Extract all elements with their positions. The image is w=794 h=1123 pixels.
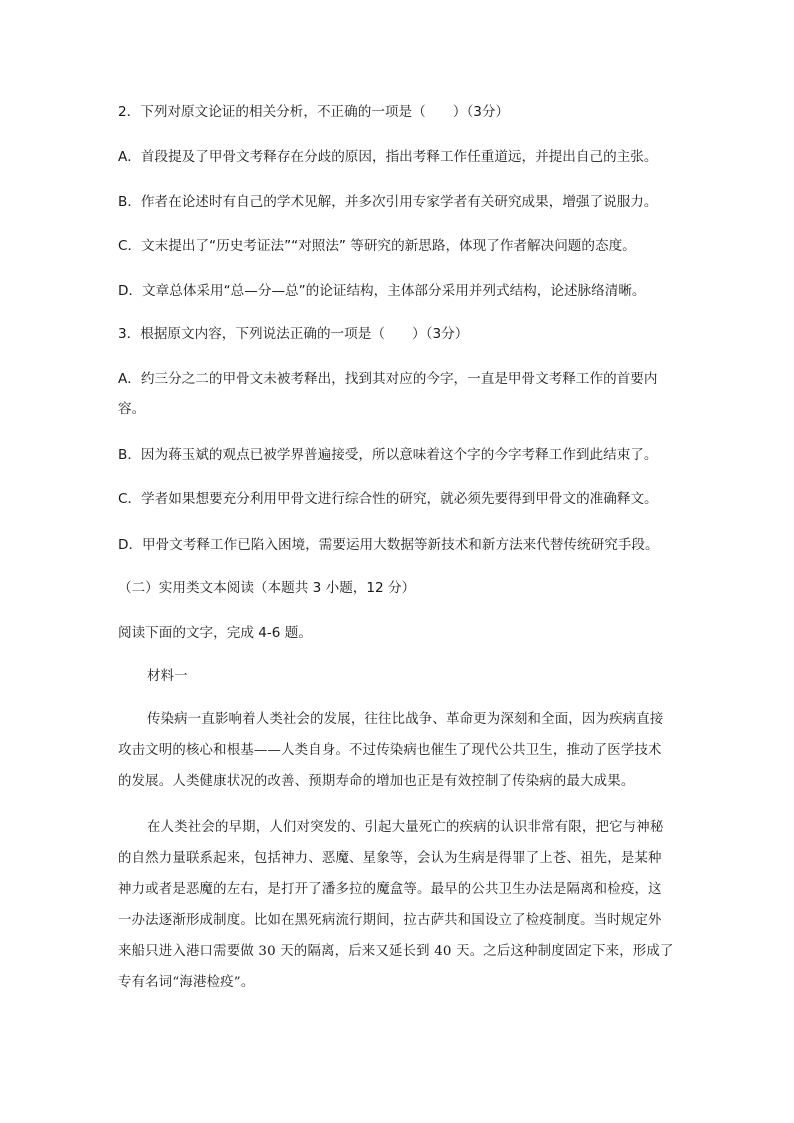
reading-instruction: 阅读下面的文字，完成 4-6 题。: [118, 625, 312, 641]
question-2-option-d: D．文章总体采用“总—分—总”的论证结构，主体部分采用并列式结构，论述脉络清晰。: [118, 283, 646, 299]
question-3-option-d: D．甲骨文考释工作已陷入困境，需要运用大数据等新技术和新方法来代替传统研究手段。: [118, 537, 659, 553]
paragraph-2-line: 在人类社会的早期，人们对突发的、引起大量死亡的疾病的认识非常有限，把它与神秘: [147, 820, 664, 835]
question-2-option-c: C．文末提出了“历史考证法”“对照法” 等研究的新思路，体现了作者解决问题的态度。: [118, 238, 636, 254]
paragraph-2-line: 来船只进入港口需要做 30 天的隔离，后来又延长到 40 天。之后这种制度固定下来，形成了: [118, 944, 674, 959]
paragraph-2-line: 的自然力量联系起来，包括神力、恶魔、星象等，会认为生病是得罪了上苍、祖先，是某种: [118, 851, 662, 866]
question-2-stem: 2．下列对原文论证的相关分析，不正确的一项是（ ）（3分）: [118, 104, 510, 120]
paragraph-1-line: 传染病一直影响着人类社会的发展，往往比战争、革命更为深刻和全面，因为疾病直接: [147, 712, 664, 727]
question-3-option-a: A．约三分之二的甲骨文未被考释出，找到其对应的今字，一直是甲骨文考释工作的首要内: [118, 371, 658, 387]
question-2-option-b: B．作者在论述时有自己的学术见解，并多次引用专家学者有关研究成果，增强了说服力。: [118, 194, 658, 210]
paragraph-2-line: 神力或者是恶魔的左右，是打开了潘多拉的魔盒等。最早的公共卫生办法是隔离和检疫，这: [118, 882, 662, 897]
question-2-option-a: A．首段提及了甲骨文考释存在分歧的原因，指出考释工作任重道远，并提出自己的主张。: [118, 149, 658, 165]
material-label: 材料一: [147, 669, 188, 684]
paragraph-1-line: 的发展。人类健康状况的改善、预期寿命的增加也正是有效控制了传染病的最大成果。: [118, 774, 635, 789]
section-heading: （二）实用类文本阅读（本题共 3 小题，12 分）: [118, 580, 416, 596]
paragraph-2-line: 一办法逐渐形成制度。比如在黑死病流行期间，拉古萨共和国设立了检疫制度。当时规定外: [118, 913, 662, 928]
question-3-stem: 3．根据原文内容，下列说法正确的一项是（ ）（3分）: [118, 326, 469, 342]
paragraph-2-line: 专有名词“海港检疫”。: [118, 975, 255, 990]
paragraph-1-line: 攻击文明的核心和根基——人类自身。不过传染病也催生了现代公共卫生，推动了医学技术: [118, 743, 662, 758]
question-3-option-a-continued: 容。: [118, 401, 146, 417]
question-3-option-b: B．因为蒋玉斌的观点已被学界普遍接受，所以意味着这个字的今字考释工作到此结束了。: [118, 447, 658, 463]
question-3-option-c: C．学者如果想要充分利用甲骨文进行综合性的研究，就必须先要得到甲骨文的准确释文。: [118, 491, 658, 507]
